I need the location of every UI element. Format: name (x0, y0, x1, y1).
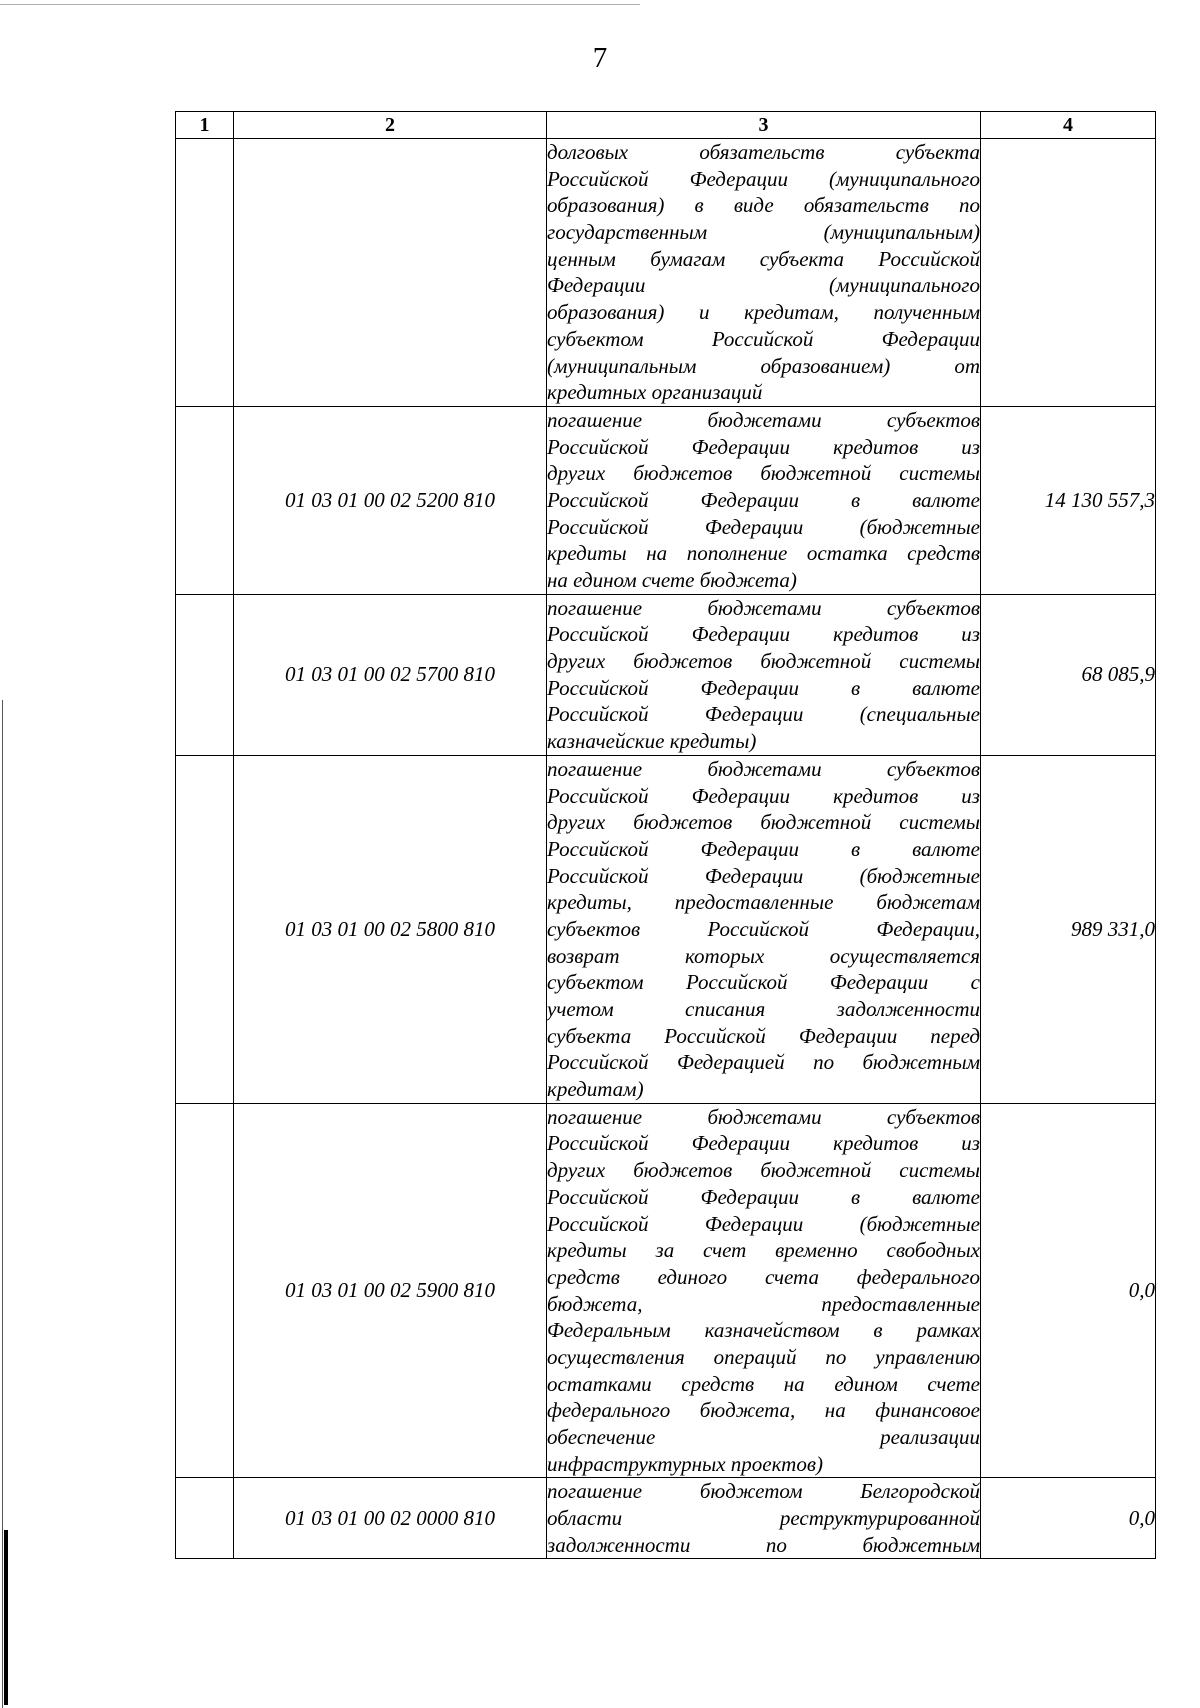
amount-cell: 989 331,0 (981, 755, 1156, 1103)
scan-left-edge (2, 700, 3, 1708)
amount-cell: 68 085,9 (981, 594, 1156, 755)
description-line: Российской Федерации (бюджетные (547, 1211, 980, 1236)
page-number: 7 (592, 42, 608, 74)
description-line: кредиты на пополнение остатка средств (547, 541, 980, 566)
row-number-cell (176, 1478, 234, 1559)
budget-code-cell (234, 139, 547, 407)
description-line: Российской Федерации в валюте (547, 487, 980, 512)
table-row (176, 1103, 1156, 1478)
description-line: Федерации (муниципального (547, 273, 980, 298)
description-line: погашение бюджетом Белгородской (547, 1479, 980, 1504)
description-line: инфраструктурных проектов) (547, 1451, 823, 1476)
description-line: образования) и кредитам, полученным (547, 300, 980, 325)
description-line: Российской Федерации (специальные (547, 702, 980, 727)
table-row (176, 1478, 1156, 1559)
amount-cell: 0,0 (981, 1103, 1156, 1478)
scan-top-rule (0, 4, 640, 5)
budget-code-cell: 01 03 01 00 02 5800 810 (234, 755, 547, 1103)
description-line: Российской Федерации кредитов из (547, 434, 980, 459)
description-line: Федеральным казначейством в рамках (547, 1318, 980, 1343)
description-line: области реструктурированной (547, 1506, 980, 1531)
description-line: Российской Федерации в валюте (547, 1184, 980, 1209)
description-line: кредитных организаций (547, 380, 763, 405)
description-line: Российской Федерации в валюте (547, 836, 980, 861)
description-line: других бюджетов бюджетной системы (547, 461, 980, 486)
column-header-2: 2 (234, 112, 547, 139)
description-line: обеспечение реализации (547, 1425, 980, 1449)
description-line: ценным бумагам субъекта Российской (547, 246, 980, 271)
description-cell (547, 1103, 981, 1478)
description-line: погашение бюджетами субъектов (547, 407, 980, 432)
table-row (176, 139, 1156, 407)
budget-code-cell: 01 03 01 00 02 5700 810 (234, 594, 547, 755)
table-row (176, 406, 1156, 594)
description-line: других бюджетов бюджетной системы (547, 649, 980, 674)
description-line: остатками средств на едином счете (547, 1371, 980, 1396)
table-header-row (176, 112, 1156, 139)
table-row (176, 755, 1156, 1103)
column-header-3: 3 (547, 112, 981, 139)
description-line: кредиты за счет временно свободных (547, 1238, 980, 1263)
amount-cell: 14 130 557,3 (981, 406, 1156, 594)
budget-table (175, 111, 1156, 1559)
description-line: (муниципальным образованием) от (547, 353, 980, 378)
description-cell (547, 1478, 981, 1559)
description-line: казначейские кредиты) (547, 729, 757, 754)
description-line: средств единого счета федерального (547, 1264, 980, 1289)
description-line: кредиты, предоставленные бюджетам (547, 890, 980, 915)
description-line: возврат которых осуществляется (547, 943, 980, 968)
description-line: осуществления операций по управлению (547, 1344, 980, 1369)
description-cell (547, 594, 981, 755)
scan-left-edge-mark (4, 1530, 8, 1705)
description-line: Российской Федерации кредитов из (547, 622, 980, 647)
description-line: бюджета, предоставленные (547, 1291, 980, 1316)
description-line: задолженности по бюджетным (547, 1532, 980, 1557)
description-line: субъектов Российской Федерации, (547, 916, 980, 941)
amount-cell (981, 139, 1156, 407)
description-cell (547, 755, 981, 1103)
description-line: Российской Федерации (муниципального (547, 166, 980, 191)
description-line: федерального бюджета, на финансовое (547, 1398, 980, 1423)
description-line: Российской Федерацией по бюджетным (547, 1050, 980, 1075)
description-line: Российской Федерации (бюджетные (547, 863, 980, 888)
description-line: субъектом Российской Федерации (547, 326, 980, 351)
description-line: долговых обязательств субъекта (547, 140, 980, 164)
description-line: Российской Федерации в валюте (547, 675, 980, 700)
description-line: погашение бюджетами субъектов (547, 756, 980, 781)
budget-code-cell: 01 03 01 00 02 5900 810 (234, 1103, 547, 1478)
description-cell (547, 139, 981, 407)
description-line: субъектом Российской Федерации с (547, 970, 980, 995)
column-header-1: 1 (176, 112, 234, 139)
description-line: погашение бюджетами субъектов (547, 1104, 980, 1129)
amount-cell: 0,0 (981, 1478, 1156, 1559)
description-line: образования) в виде обязательств по (547, 193, 980, 218)
row-number-cell (176, 755, 234, 1103)
budget-code-cell: 01 03 01 00 02 0000 810 (234, 1478, 547, 1559)
row-number-cell (176, 139, 234, 407)
table-body (176, 139, 1156, 1559)
description-line: кредитам) (547, 1077, 644, 1102)
description-line: субъекта Российской Федерации перед (547, 1023, 980, 1048)
description-line: учетом списания задолженности (547, 997, 980, 1021)
row-number-cell (176, 1103, 234, 1478)
row-number-cell (176, 406, 234, 594)
description-line: других бюджетов бюджетной системы (547, 810, 980, 835)
description-line: других бюджетов бюджетной системы (547, 1158, 980, 1183)
description-line: государственным (муниципальным) (547, 220, 980, 245)
description-line: на едином счете бюджета) (547, 568, 797, 592)
row-number-cell (176, 594, 234, 755)
description-line: Российской Федерации (бюджетные (547, 514, 980, 539)
description-cell (547, 406, 981, 594)
description-line: погашение бюджетами субъектов (547, 595, 980, 620)
description-line: Российской Федерации кредитов из (547, 1131, 980, 1156)
budget-code-cell: 01 03 01 00 02 5200 810 (234, 406, 547, 594)
column-header-4: 4 (981, 112, 1156, 139)
table-row (176, 594, 1156, 755)
description-line: Российской Федерации кредитов из (547, 783, 980, 808)
